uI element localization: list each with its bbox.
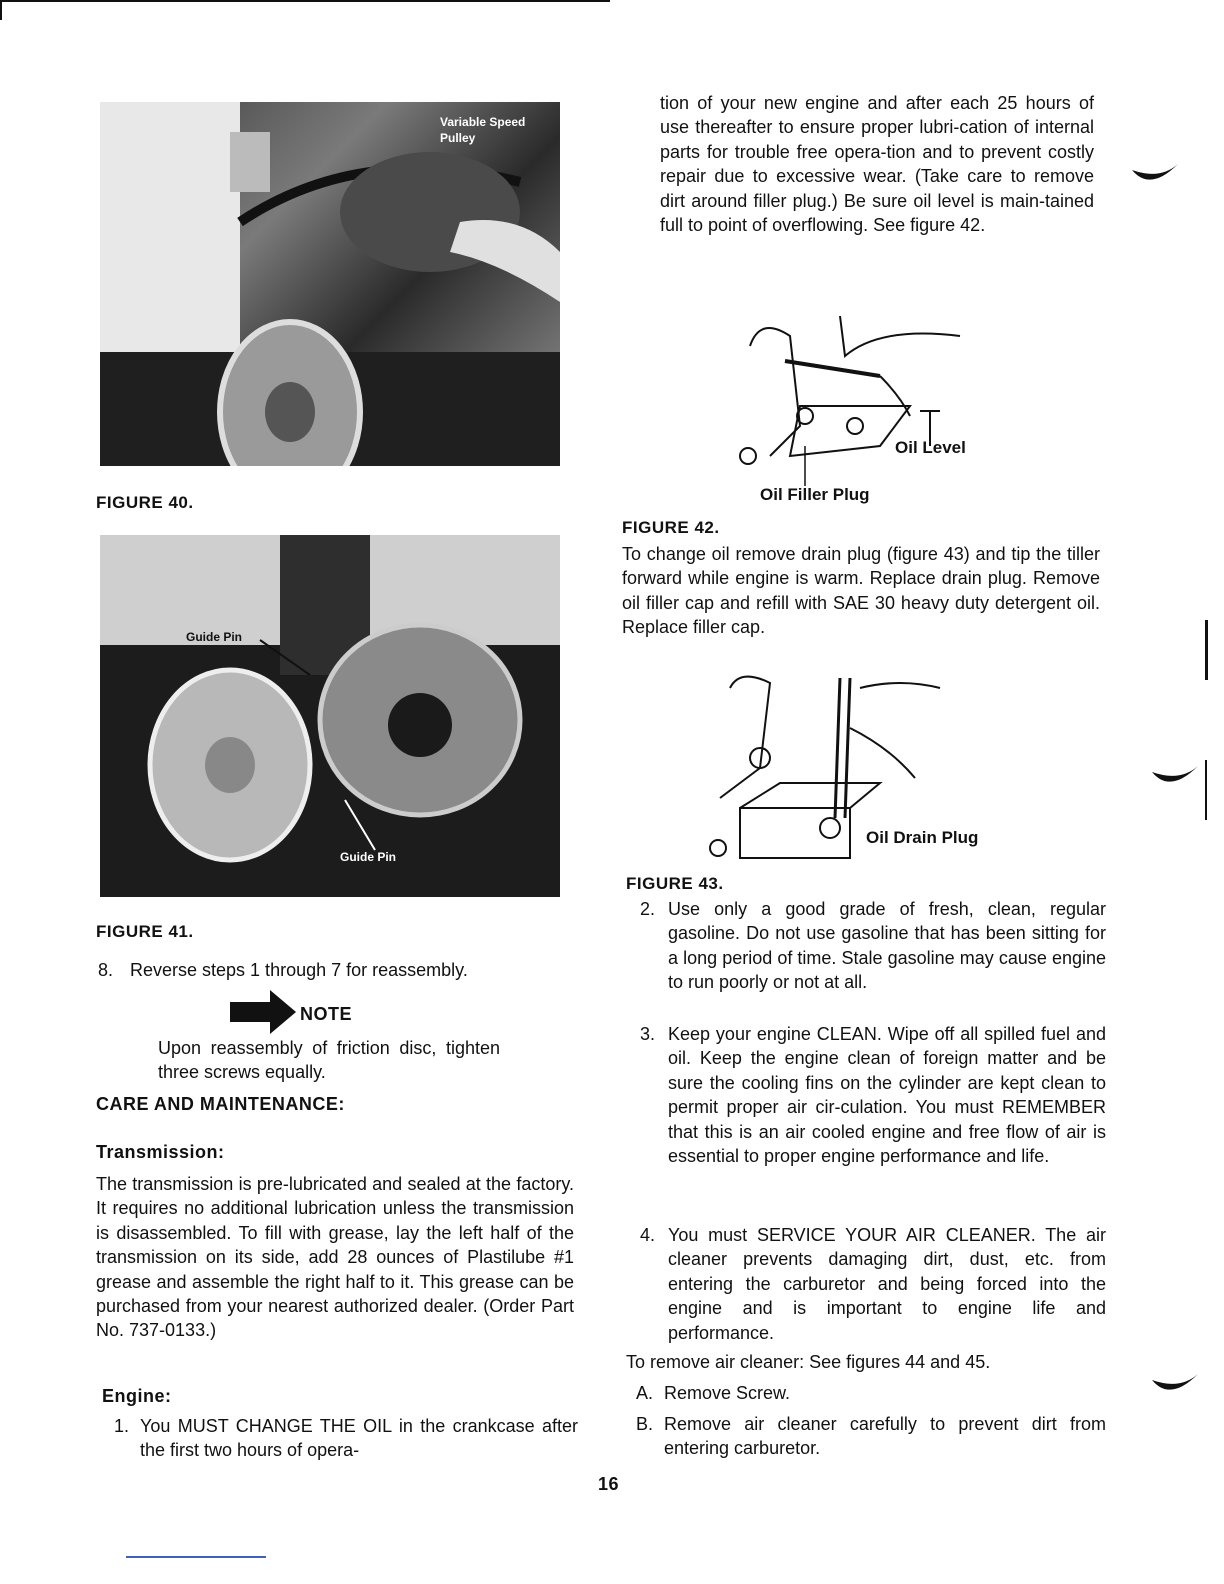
page-number: 16 [598,1474,620,1494]
step-a-number: A. [636,1383,654,1403]
figure-42-drawing [730,306,980,486]
oil-change-continued-text: tion of your new engine and after each 25 hours of use thereafter to ensure proper lubri-cation of internal parts for trouble free opera-tion and to prevent costly repair due to excessive wear. (Take care to remove dirt around filler plug.) Be sure oil level is main-tained full to point of overflowing. See figure 42. [660,93,1094,236]
step-b-number: B. [636,1414,654,1434]
change-oil-text: To change oil remove drain plug (figure 43) and tip the tiller forward while engine is warm. Replace drain plug. Remove oil filler cap and refill with SAE 30 heavy duty detergent oil. Replace filler cap. [622,544,1100,638]
figure-40-photo [100,102,560,466]
step-1-number: 1. [114,1416,130,1436]
note-text: Upon reassembly of friction disc, tighten three screws equally. [158,1038,500,1083]
right-edge-mark [1205,760,1207,820]
care-heading: CARE AND MAINTENANCE: [96,1094,345,1114]
remove-air-cleaner-text: To remove air cleaner: See figures 44 and 45. [626,1352,991,1372]
step-b-text: Remove air cleaner carefully to prevent dirt from entering carburetor. [664,1414,1106,1459]
left-border [0,0,2,20]
figure-41-label-bottom: Guide Pin [340,850,397,864]
step-2-number: 2. [640,899,656,919]
figure-42-oil-level-label: Oil Level [895,438,966,457]
figure-41-caption: FIGURE 41. [96,922,194,941]
step-3-number: 3. [640,1024,656,1044]
margin-check-mark-icon [1150,764,1200,794]
note-label: NOTE [300,1004,353,1024]
step-4-number: 4. [640,1225,656,1245]
step-8-text: Reverse steps 1 through 7 for reassembly. [130,960,468,980]
bottom-rule [126,1556,266,1558]
note-arrow-icon [230,990,296,1034]
step-2-text: Use only a good grade of fresh, clean, regular gasoline. Do not use gasoline that has been sitting for a long period of time. Stale gasoline may cause engine to run poorly or not at all. [668,899,1106,993]
figure-42-oil-filler-plug-label: Oil Filler Plug [760,485,870,504]
step-1-text: You MUST CHANGE THE OIL in the crankcase after the first two hours of opera- [140,1416,578,1461]
step-3-text: Keep your engine CLEAN. Wipe off all spilled fuel and oil. Keep the engine clean of foreign matter and be sure the cooling fins on the cylinder are kept clean to permit proper air cir-culation. You must REMEMBER that this is an air cooled engine and free flow of air is essential to proper engine performance and life. [668,1024,1106,1167]
step-a-text: Remove Screw. [664,1383,791,1403]
engine-heading: Engine: [102,1386,172,1406]
step-4-text: You must SERVICE YOUR AIR CLEANER. The air cleaner prevents damaging dirt, dust, etc. from entering the carburetor and being forced into the engine and is important to engine life and performance. [668,1225,1106,1343]
step-8-number: 8. [98,960,114,980]
figure-43-oil-drain-plug-label: Oil Drain Plug [866,828,979,847]
transmission-text: The transmission is pre-lubricated and sealed at the factory. It requires no additional lubrication unless the transmission is disassembled. To fill with grease, lay the left half of the transmission on its side, add 28 ounces of Plastilube #1 grease and assemble the right half to it. This grease can be purchased from your nearest authorized dealer. (Order Part No. 737-0133.) [96,1174,574,1341]
figure-40-caption: FIGURE 40. [96,493,194,512]
figure-41-label-top: Guide Pin [186,630,243,644]
figure-41-photo [100,535,560,897]
transmission-heading: Transmission: [96,1142,225,1162]
right-edge-mark [1205,620,1208,680]
margin-check-mark-icon [1150,1372,1200,1402]
figure-43-caption: FIGURE 43. [626,874,724,893]
figure-42-caption: FIGURE 42. [622,518,720,537]
top-border [0,0,610,2]
margin-check-mark-icon [1130,162,1180,192]
figure-40-label: Variable Speed Pulley [440,115,526,145]
